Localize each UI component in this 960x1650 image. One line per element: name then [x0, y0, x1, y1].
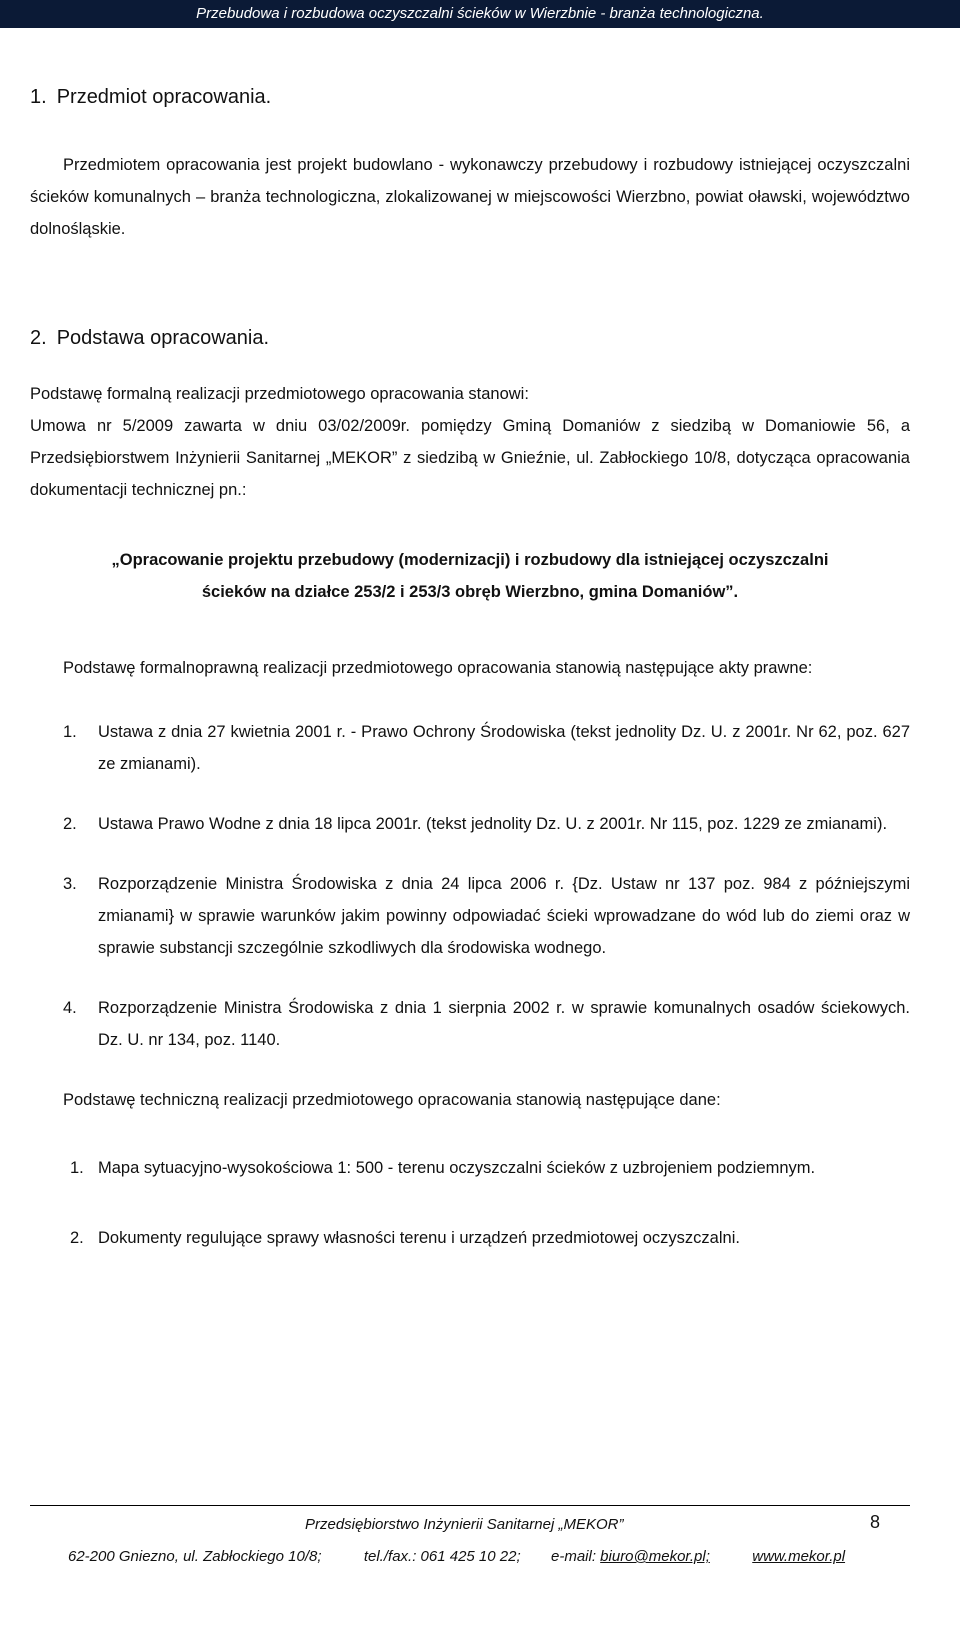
list-item: [30, 716, 910, 780]
formal-basis-intro: Podstawę formalną realizacji przedmiotowego opracowania stanowi:: [30, 385, 529, 403]
technical-basis-intro: Podstawę techniczną realizacji przedmiotowego opracowania stanowią następujące dane:: [63, 1091, 721, 1109]
footer-company: Przedsiębiorstwo Inżynierii Sanitarnej „MEKOR”: [305, 1516, 624, 1533]
section-1-title: Przedmiot opracowania.: [56, 86, 272, 108]
page-content: [30, 78, 910, 1292]
section-1-heading: [30, 86, 910, 109]
list-item-text: Rozporządzenie Ministra Środowiska z dnia 24 lipca 2006 r. {Dz. Ustaw nr 137 poz. 984 z późniejszymi zmianami} w sprawie warunków jakim powinny odpowiadać ścieki wprowadzane do wód lub do ziemi oraz w sprawie substancji szczególnie szkodliwych dla środowiska wodnego.: [98, 875, 910, 957]
footer-email-label: e-mail:: [550, 1548, 601, 1565]
section-1-paragraph: Przedmiotem opracowania jest projekt budowlano - wykonawczy przebudowy i rozbudowy istniejącej oczyszczalni ścieków komunalnych – branża technologiczna, zlokalizowanej w miejscowości Wierzbno, powiat oławski, województwo dolnośląskie.: [30, 156, 910, 238]
page-header: Przebudowa i rozbudowa oczyszczalni ścieków w Wierzbnie - branża technologiczna.: [0, 0, 960, 28]
legal-basis-intro: Podstawę formalnoprawną realizacji przedmiotowego opracowania stanowią następujące akty prawne:: [63, 659, 813, 677]
footer-divider: [30, 1505, 910, 1506]
agreement-block: [30, 378, 910, 506]
list-item: [30, 992, 910, 1056]
list-item-number: 1.: [63, 723, 77, 741]
list-item-number: 2.: [63, 815, 77, 833]
project-title-quote: [30, 544, 910, 608]
list-item-number: 1.: [70, 1159, 84, 1177]
list-item-text: Mapa sytuacyjno-wysokościowa 1: 500 - terenu oczyszczalni ścieków z uzbrojeniem podziemnym.: [98, 1159, 816, 1177]
list-item-number: 2.: [70, 1229, 84, 1247]
footer-contact: [68, 1548, 845, 1565]
list-item: [30, 1222, 910, 1254]
section-1-number: 1.: [30, 86, 47, 108]
page-number: 8: [870, 1512, 881, 1532]
list-item-text: Ustawa Prawo Wodne z dnia 18 lipca 2001r. (tekst jednolity Dz. U. z 2001r. Nr 115, poz. 1229 ze zmianami).: [98, 815, 888, 833]
list-item-number: 4.: [63, 999, 77, 1017]
footer-phone: tel./fax.: 061 425 10 22;: [363, 1548, 521, 1565]
list-item-number: 3.: [63, 875, 77, 893]
list-item-text: Ustawa z dnia 27 kwietnia 2001 r. - Prawo Ochrony Środowiska (tekst jednolity Dz. U. z 2001r. Nr 62, poz. 627 ze zmianami).: [98, 723, 910, 773]
footer-website-link[interactable]: www.mekor.pl: [752, 1548, 846, 1565]
list-item-text: Rozporządzenie Ministra Środowiska z dnia 1 sierpnia 2002 r. w sprawie komunalnych osadów ściekowych. Dz. U. nr 134, poz. 1140.: [98, 999, 910, 1049]
list-item: [30, 868, 910, 964]
quote-line-2: ścieków na działce 253/2 i 253/3 obręb Wierzbno, gmina Domaniów”.: [201, 583, 739, 601]
section-2-title: Podstawa opracowania.: [56, 327, 270, 349]
footer-address: 62-200 Gniezno, ul. Zabłockiego 10/8;: [68, 1548, 322, 1565]
list-item: [30, 1152, 910, 1184]
quote-line-1: „Opracowanie projektu przebudowy (modernizacji) i rozbudowy dla istniejącej oczyszczalni: [111, 551, 829, 569]
technical-data-list: [30, 1152, 910, 1254]
section-2-number: 2.: [30, 327, 47, 349]
list-item-text: Dokumenty regulujące sprawy własności terenu i urządzeń przedmiotowej oczyszczalni.: [98, 1229, 740, 1247]
legal-acts-list: [30, 716, 910, 1056]
list-item: [30, 808, 910, 840]
agreement-text: Umowa nr 5/2009 zawarta w dniu 03/02/2009r. pomiędzy Gminą Domaniów z siedzibą w Domaniowie 56, a Przedsiębiorstwem Inżynierii Sanitarnej „MEKOR” z siedzibą w Gnieźnie, ul. Zabłockiego 10/8, dotycząca opracowania dokumentacji technicznej pn.:: [30, 417, 910, 499]
footer-email-link[interactable]: biuro@mekor.pl;: [600, 1548, 710, 1565]
section-2-heading: [30, 327, 910, 350]
